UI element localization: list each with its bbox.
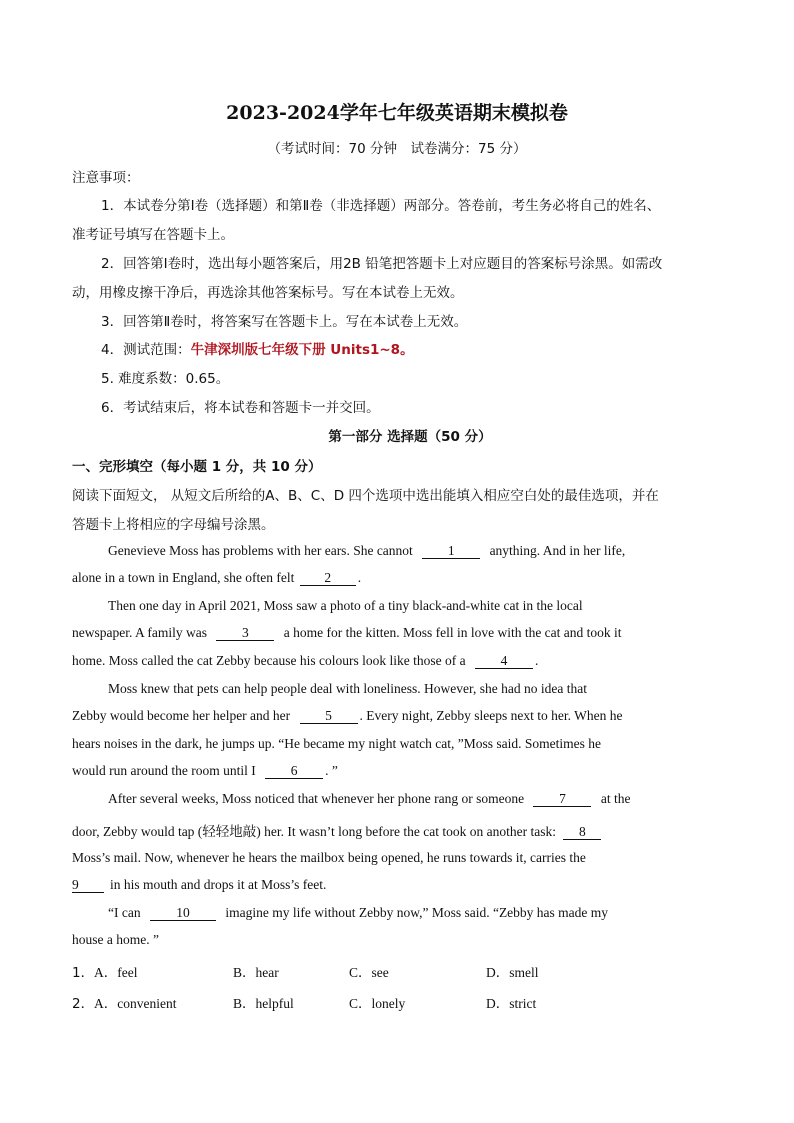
passage-line: alone in a town in England, she often felt 2 .: [72, 570, 362, 585]
passage-line: house a home. ”: [72, 932, 159, 947]
blank-1: 1: [422, 544, 480, 559]
passage-line: After several weeks, Moss noticed that whenever her phone rang or someone 7 at the: [108, 791, 631, 806]
q1-option-c: C．see: [349, 965, 389, 980]
passage-line: Moss knew that pets can help people deal with loneliness. However, she had no idea that: [108, 681, 587, 696]
q2-option-b: B．helpful: [233, 996, 294, 1011]
blank-8: 8: [563, 825, 601, 840]
passage-line: home. Moss called the cat Zebby because his colours look like those of a 4 .: [72, 653, 539, 668]
q2-option-c: C．lonely: [349, 996, 406, 1011]
notice-2a: 2．回答第Ⅰ卷时，选出每小题答案后，用2B 铅笔把答题卡上对应题目的答案标号涂黑。如需改: [101, 256, 663, 272]
blank-7: 7: [533, 792, 591, 807]
q1-option-a: A．feel: [94, 965, 138, 980]
question-2: 2．: [72, 996, 95, 1012]
blank-2: 2: [300, 571, 356, 586]
passage-line: 9 in his mouth and drops it at Moss’s feet.: [72, 877, 327, 892]
passage-line: hears noises in the dark, he jumps up. “He became my night watch cat, ”Moss said. Sometimes he: [72, 736, 601, 751]
blank-3: 3: [216, 626, 274, 641]
notice-heading: 注意事项：: [72, 170, 140, 186]
notice-4: [101, 338, 414, 358]
passage-line: would run around the room until I 6 . ”: [72, 763, 338, 778]
notice-1b: 准考证号填写在答题卡上。: [72, 227, 234, 243]
instructions-line-1: 阅读下面短文， 从短文后所给的A、B、C、D 四个选项中选出能填入相应空白处的最佳选项，并在: [72, 488, 659, 504]
page-title: 2023-2024学年七年级英语期末模拟卷: [226, 102, 568, 124]
blank-10: 10: [150, 906, 216, 921]
passage-line: “I can 10 imagine my life without Zebby now,” Moss said. “Zebby has made my: [108, 905, 609, 920]
notice-3: 3．回答第Ⅱ卷时，将答案写在答题卡上。写在本试卷上无效。: [101, 314, 468, 330]
notice-1a: 1．本试卷分第Ⅰ卷（选择题）和第Ⅱ卷（非选择题）两部分。答卷前，考生务必将自己的姓名、: [101, 198, 661, 214]
passage-line: door, Zebby would tap (轻轻地敲) her. It wasn’t long before the cat took on another task: 8: [72, 820, 601, 840]
notice-4-prefix: 4．测试范围：: [101, 342, 191, 358]
blank-4: 4: [475, 654, 533, 669]
passage-line: newspaper. A family was 3 a home for the kitten. Moss fell in love with the cat and took it: [72, 625, 622, 640]
q1-option-d: D．smell: [486, 965, 539, 980]
part1-heading: 第一部分 选择题（50 分）: [328, 429, 492, 445]
passage-line: Then one day in April 2021, Moss saw a photo of a tiny black-and-white cat in the local: [108, 598, 583, 613]
blank-6: 6: [265, 764, 323, 779]
test-scope: 牛津深圳版七年级下册 Units1~8。: [190, 342, 414, 358]
passage-line: Moss’s mail. Now, whenever he hears the mailbox being opened, he runs towards it, carries the: [72, 850, 586, 865]
instructions-line-2: 答题卡上将相应的字母编号涂黑。: [72, 517, 275, 533]
blank-5: 5: [300, 709, 358, 724]
q1-option-b: B．hear: [233, 965, 279, 980]
question-1: 1．: [72, 965, 95, 981]
blank-9: 9: [72, 878, 104, 893]
q2-option-d: D．strict: [486, 996, 537, 1011]
q2-option-a: A．convenient: [94, 996, 177, 1011]
notice-6: 6．考试结束后，将本试卷和答题卡一并交回。: [101, 400, 380, 416]
passage-line: Zebby would become her helper and her 5 . Every night, Zebby sleeps next to her. When he: [72, 708, 623, 723]
notice-2b: 动，用橡皮擦干净后，再选涂其他答案标号。写在本试卷上无效。: [72, 285, 464, 301]
notice-5: 5. 难度系数：0.65。: [101, 371, 230, 387]
section1-heading: 一、完形填空（每小题 1 分，共 10 分）: [72, 459, 322, 475]
page-subtitle: （考试时间：70 分钟 试卷满分：75 分）: [267, 141, 527, 157]
passage-line: Genevieve Moss has problems with her ears. She cannot 1 anything. And in her life,: [108, 543, 626, 558]
